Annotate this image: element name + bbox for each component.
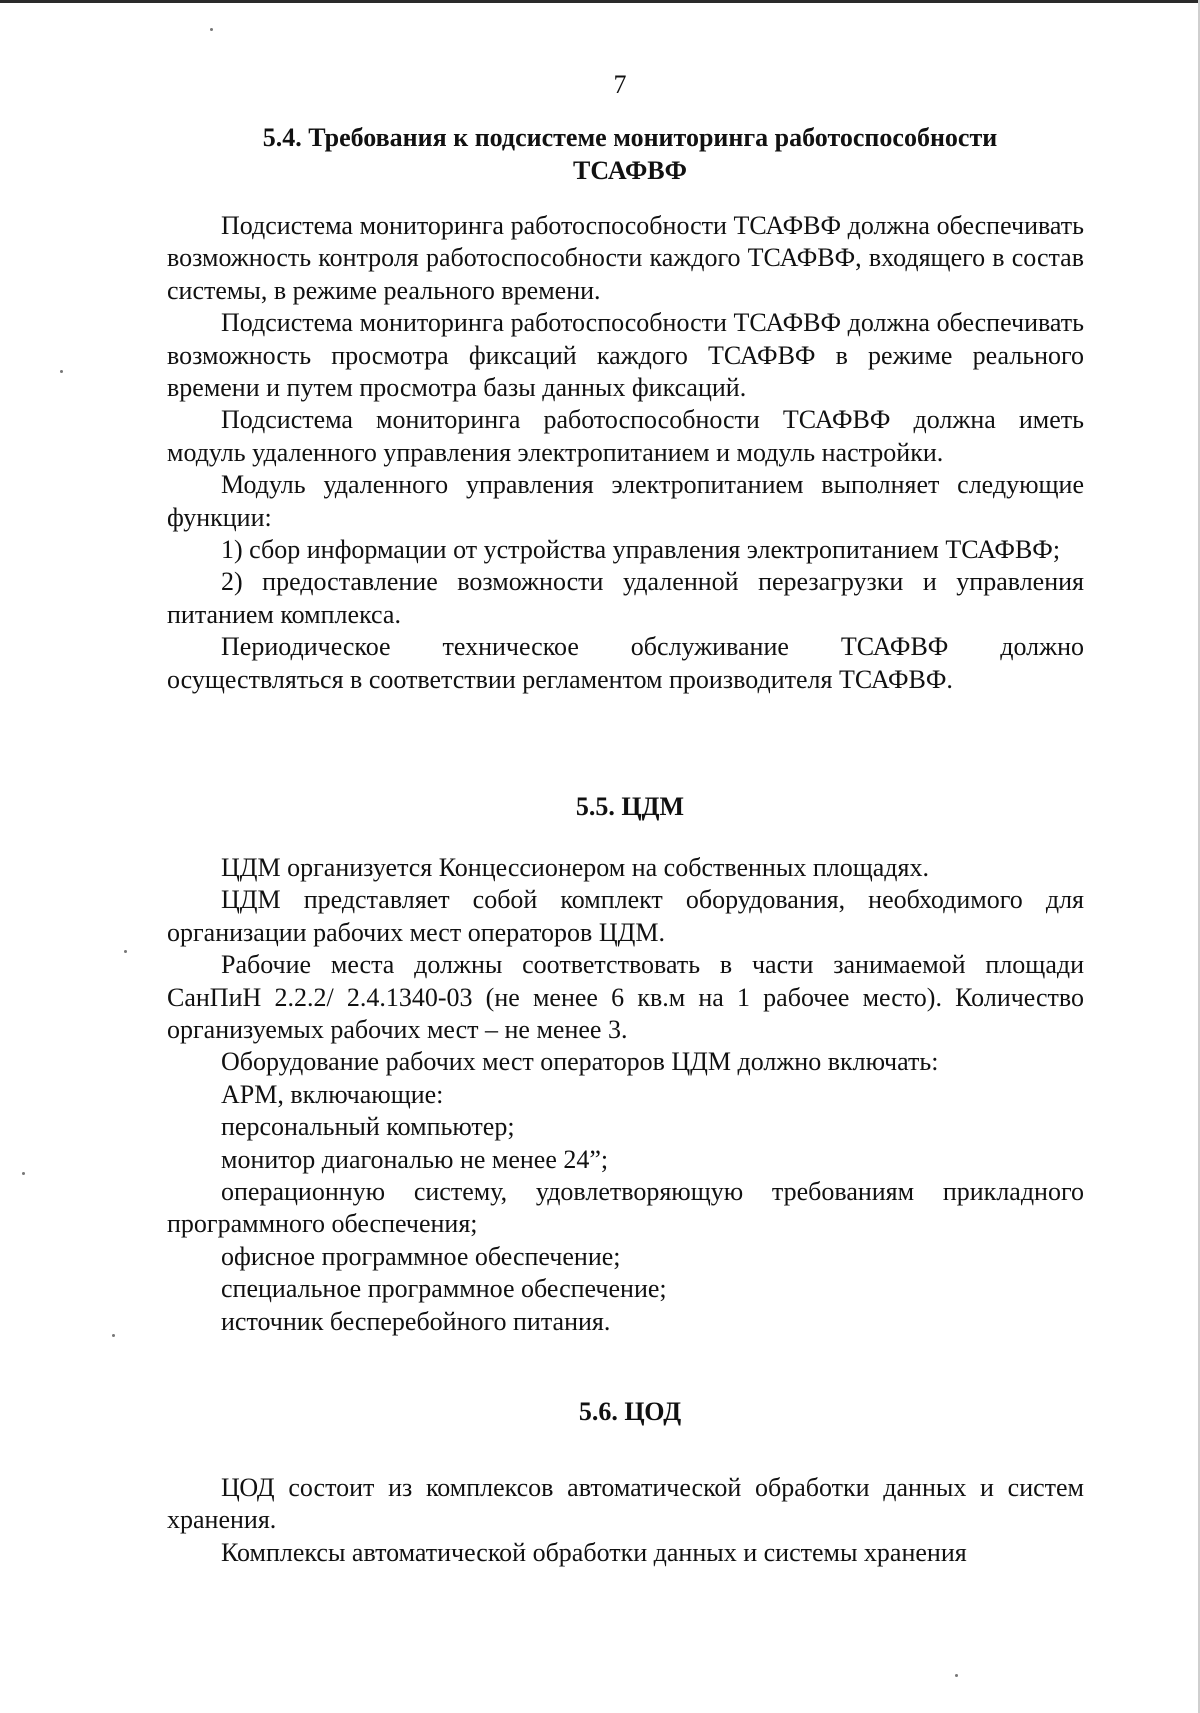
section-5-4-title-line2: ТСАФВФ <box>573 156 687 185</box>
section-5-5-title: 5.5. ЦДМ <box>575 792 685 821</box>
section-5-4-heading <box>140 121 1120 187</box>
paragraph: Подсистема мониторинга работоспособности ТСАФВФ должна обеспечивать возможность просмотра фиксаций каждого ТСАФВФ в режиме реального времени и путем просмотра базы данных фиксаций. <box>167 308 1084 403</box>
scan-speck <box>955 1674 958 1677</box>
list-item: источник бесперебойного питания. <box>221 1306 611 1336</box>
list-item: АРМ, включающие: <box>221 1079 444 1109</box>
section-5-6-title: 5.6. ЦОД <box>578 1397 682 1426</box>
paragraph: Периодическое техническое обслуживание ТСАФВФ должно осуществляться в соответствии регламентом производителя ТСАФВФ. <box>167 632 1084 694</box>
scan-speck <box>112 1334 115 1337</box>
paragraph: ЦОД состоит из комплексов автоматической обработки данных и систем хранения. <box>167 1473 1084 1535</box>
paragraph: ЦДМ представляет собой комплект оборудования, необходимого для организации рабочих мест операторов ЦДМ. <box>167 885 1084 947</box>
scan-speck <box>124 950 127 953</box>
paragraph: Модуль удаленного управления электропитанием выполняет следующие функции: <box>167 470 1084 532</box>
section-5-4-title-line1: 5.4. Требования к подсистеме мониторинга работоспособности <box>262 123 998 152</box>
list-item: 1) сбор информации от устройства управления электропитанием ТСАФВФ; <box>221 535 1061 565</box>
scan-edge-top <box>0 0 1200 3</box>
list-item: персональный компьютер; <box>221 1112 515 1142</box>
section-5-5-body <box>167 852 1084 1338</box>
section-5-6-body <box>167 1472 1084 1569</box>
paragraph: ЦДМ организуется Концессионером на собственных площадях. <box>221 853 929 882</box>
list-item: офисное программное обеспечение; <box>221 1241 621 1271</box>
list-item: специальное программное обеспечение; <box>221 1274 667 1304</box>
page-number: 7 <box>613 70 627 99</box>
scan-speck <box>60 370 63 373</box>
list-item: операционную систему, удовлетворяющую требованиям прикладного программного обеспечения; <box>167 1177 1084 1239</box>
scan-speck <box>22 1172 25 1175</box>
paragraph: Рабочие места должны соответствовать в части занимаемой площади СанПиН 2.2.2/ 2.4.1340-03 (не менее 6 кв.м на 1 рабочее место). Количество организуемых рабочих мест – не менее 3. <box>167 950 1084 1045</box>
paragraph: Подсистема мониторинга работоспособности ТСАФВФ должна обеспечивать возможность контроля работоспособности каждого ТСАФВФ, входящего в состав системы, в режиме реального времени. <box>167 211 1084 305</box>
section-5-6-heading <box>140 1395 1120 1428</box>
scan-speck <box>210 28 213 31</box>
section-5-4-body <box>167 210 1084 696</box>
paragraph: Комплексы автоматической обработки данных и системы хранения <box>221 1537 967 1567</box>
section-5-5-heading <box>140 790 1120 823</box>
list-item: 2) предоставление возможности удаленной перезагрузки и управления питанием комплекса. <box>167 567 1084 629</box>
paragraph: Подсистема мониторинга работоспособности ТСАФВФ должна иметь модуль удаленного управления электропитанием и модуль настройки. <box>167 405 1084 467</box>
paragraph: Оборудование рабочих мест операторов ЦДМ должно включать: <box>221 1047 939 1077</box>
list-item: монитор диагональю не менее 24”; <box>221 1144 609 1174</box>
